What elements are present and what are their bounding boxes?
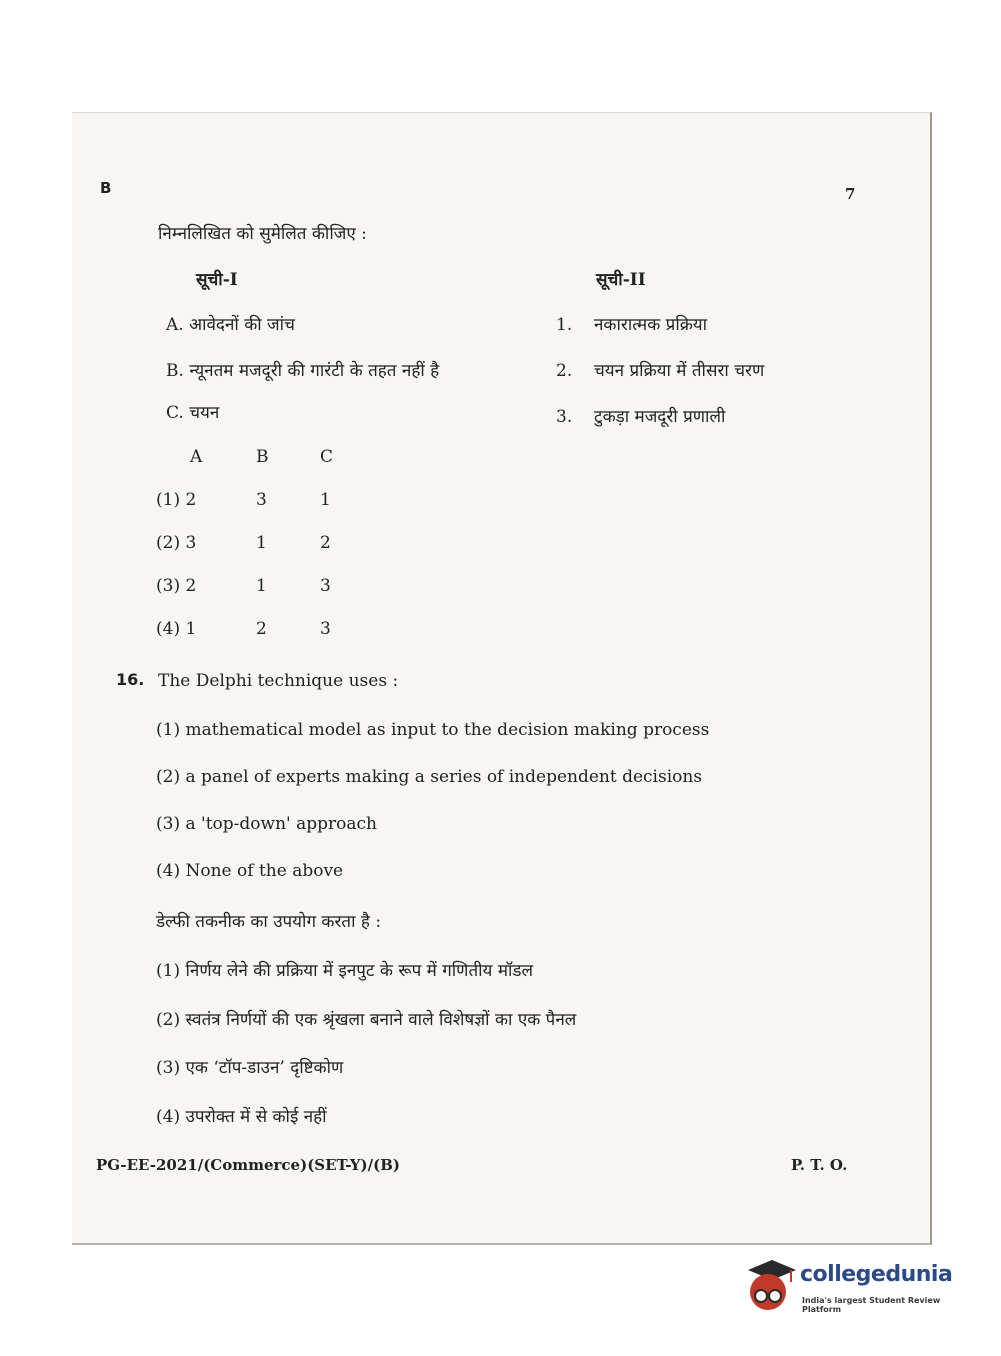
list2-item-1 bbox=[556, 312, 707, 335]
option-en-2[interactable] bbox=[156, 767, 702, 787]
option-text: एक ‘टॉप-डाउन’ दृष्टिकोण bbox=[185, 1058, 344, 1078]
question-number: 16. bbox=[116, 670, 145, 689]
answer-option-row[interactable] bbox=[156, 533, 376, 576]
option-text: a panel of experts making a series of independent decisions bbox=[185, 767, 703, 787]
list2-heading: सूची-II bbox=[596, 270, 646, 290]
answer-option-row[interactable] bbox=[156, 619, 376, 662]
option-label: (3) 2 bbox=[156, 576, 197, 596]
option-b-value: 2 bbox=[256, 619, 267, 639]
page-number: 7 bbox=[845, 185, 856, 203]
list2-item-3 bbox=[556, 404, 725, 427]
option-text: mathematical model as input to the decision making process bbox=[185, 720, 710, 740]
option-number: (2) bbox=[156, 767, 181, 787]
match-instruction: निम्नलिखित को सुमेलित कीजिए : bbox=[158, 224, 367, 244]
option-hi-3[interactable] bbox=[156, 1055, 343, 1078]
option-text: a 'top-down' approach bbox=[185, 814, 377, 834]
option-text: स्वतंत्र निर्णयों की एक श्रृंखला बनाने वाले विशेषज्ञों का एक पैनल bbox=[185, 1010, 577, 1030]
answer-option-row[interactable] bbox=[156, 576, 376, 619]
list2-item-text: चयन प्रक्रिया में तीसरा चरण bbox=[594, 361, 765, 381]
mascot-icon bbox=[742, 1256, 798, 1318]
option-number: (3) bbox=[156, 814, 181, 834]
option-text: उपरोक्त में से कोई नहीं bbox=[185, 1107, 327, 1127]
list2-item-2 bbox=[556, 358, 764, 381]
question-stem-english: The Delphi technique uses : bbox=[158, 671, 399, 691]
list1-item-text: आवेदनों की जांच bbox=[189, 315, 295, 335]
option-number: (1) bbox=[156, 961, 181, 981]
list1-item-text: चयन bbox=[189, 403, 220, 423]
option-number: (1) bbox=[156, 720, 181, 740]
option-label: (4) 1 bbox=[156, 619, 197, 639]
option-b-value: 1 bbox=[256, 576, 267, 596]
option-number: (2) bbox=[156, 1010, 181, 1030]
pto-footer: P. T. O. bbox=[791, 1156, 848, 1174]
option-b-value: 1 bbox=[256, 533, 267, 553]
answer-options-table bbox=[156, 447, 376, 662]
question-stem-hindi: डेल्फी तकनीक का उपयोग करता है : bbox=[156, 912, 382, 932]
logo-wordmark: collegedunia bbox=[800, 1262, 953, 1287]
list1-item-c bbox=[166, 400, 219, 423]
list1-heading: सूची-I bbox=[196, 270, 238, 290]
list2-item-label: 1. bbox=[556, 315, 573, 335]
column-header-a: A bbox=[190, 447, 203, 467]
list2-item-text: टुकड़ा मजदूरी प्रणाली bbox=[594, 407, 726, 427]
option-c-value: 2 bbox=[320, 533, 331, 553]
option-label: (1) 2 bbox=[156, 490, 197, 510]
list1-item-label: C. bbox=[166, 403, 184, 423]
list1-item-label: B. bbox=[166, 361, 184, 381]
option-hi-2[interactable] bbox=[156, 1007, 576, 1030]
option-number: (4) bbox=[156, 861, 181, 881]
list2-item-label: 2. bbox=[556, 361, 573, 381]
option-c-value: 3 bbox=[320, 619, 331, 639]
option-c-value: 3 bbox=[320, 576, 331, 596]
exam-code-footer: PG-EE-2021/(Commerce)(SET-Y)/(B) bbox=[96, 1156, 400, 1174]
column-header-c: C bbox=[320, 447, 334, 467]
option-en-3[interactable] bbox=[156, 814, 377, 834]
option-en-4[interactable] bbox=[156, 861, 343, 881]
option-label: (2) 3 bbox=[156, 533, 197, 553]
option-number: (3) bbox=[156, 1058, 181, 1078]
answer-option-row[interactable] bbox=[156, 490, 376, 533]
logo-tagline: India's largest Student Review Platform bbox=[802, 1296, 941, 1314]
list2-item-label: 3. bbox=[556, 407, 573, 427]
list1-item-label: A. bbox=[166, 315, 184, 335]
option-number: (4) bbox=[156, 1107, 181, 1127]
column-header-b: B bbox=[256, 447, 269, 467]
list2-item-text: नकारात्मक प्रक्रिया bbox=[594, 315, 708, 335]
list1-item-text: न्यूनतम मजदूरी की गारंटी के तहत नहीं है bbox=[189, 361, 440, 381]
option-hi-1[interactable] bbox=[156, 958, 533, 981]
set-letter: B bbox=[100, 179, 112, 197]
answer-header-row bbox=[156, 447, 376, 490]
list1-item-b bbox=[166, 358, 439, 381]
list1-item-a bbox=[166, 312, 295, 335]
option-en-1[interactable] bbox=[156, 720, 709, 740]
collegedunia-logo bbox=[742, 1256, 970, 1318]
option-hi-4[interactable] bbox=[156, 1104, 327, 1127]
option-b-value: 3 bbox=[256, 490, 267, 510]
option-text: निर्णय लेने की प्रक्रिया में इनपुट के रूप में गणितीय मॉडल bbox=[185, 961, 534, 981]
option-c-value: 1 bbox=[320, 490, 331, 510]
option-text: None of the above bbox=[185, 861, 344, 881]
